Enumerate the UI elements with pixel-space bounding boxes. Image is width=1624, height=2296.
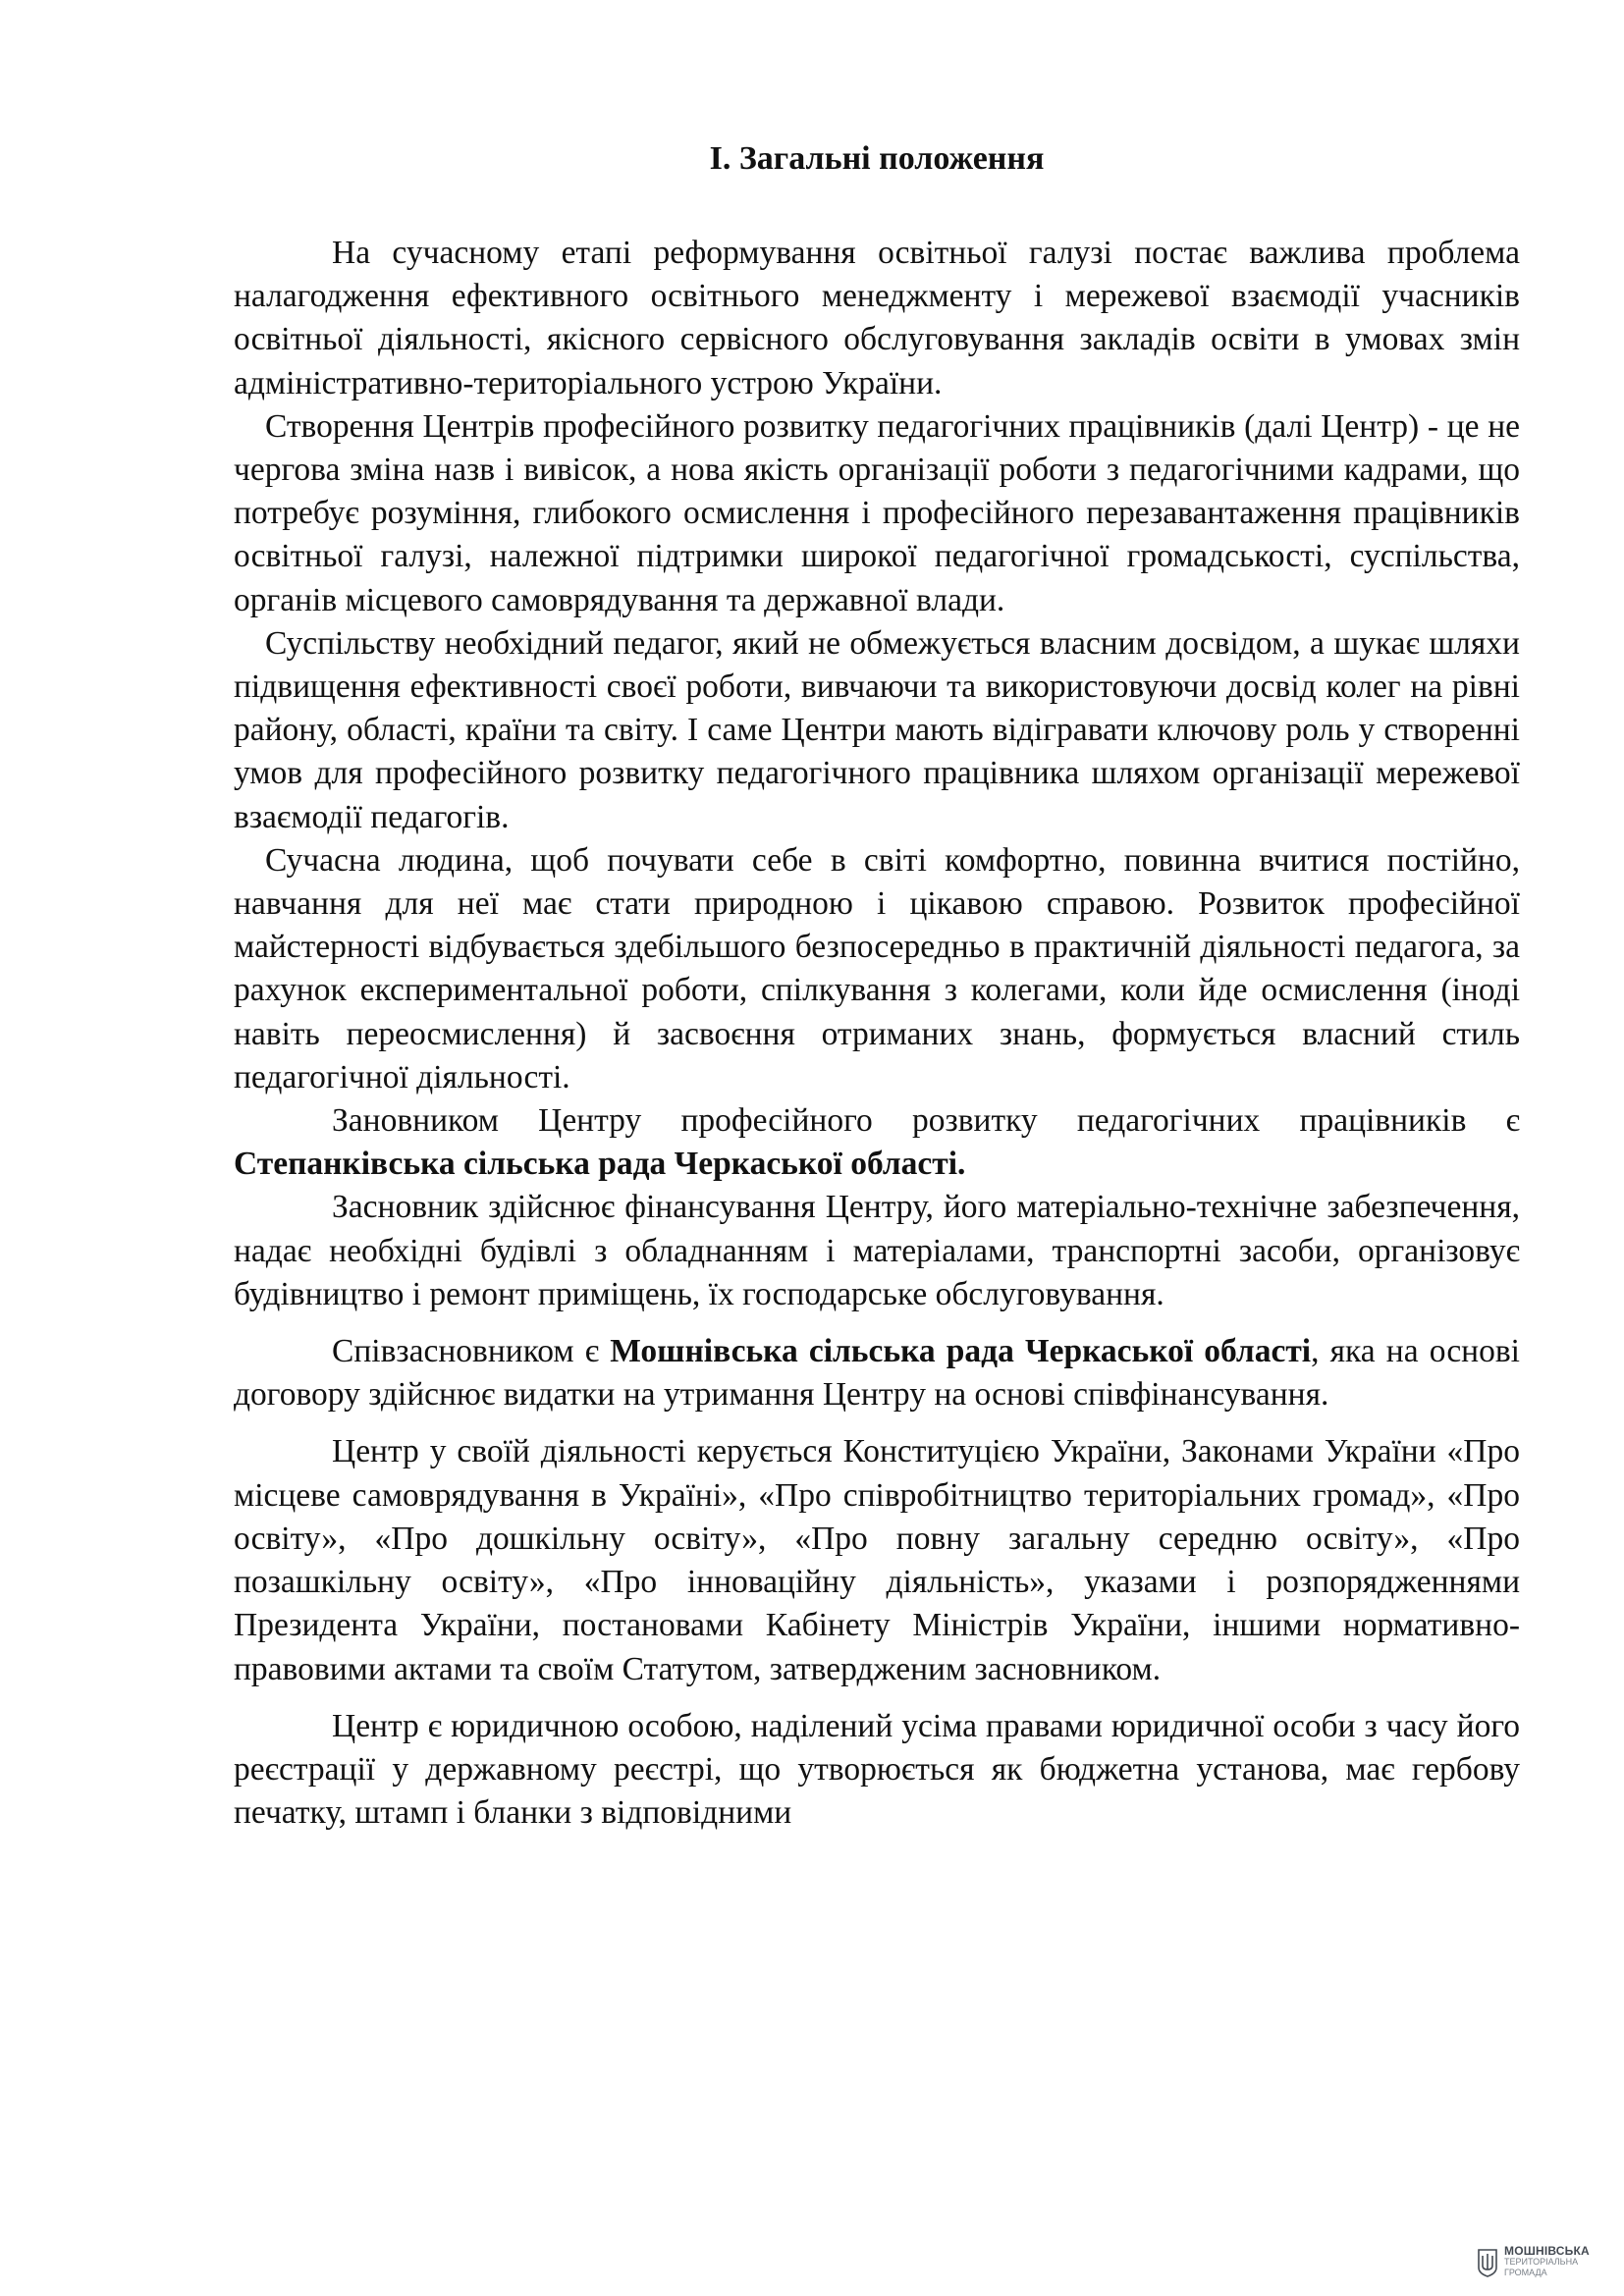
- paragraph: [234, 839, 1520, 1099]
- logo-line-3: ГРОМАДА: [1504, 2268, 1547, 2277]
- paragraph: [234, 1186, 1520, 1316]
- paragraph: [234, 232, 1520, 405]
- paragraph: [234, 1430, 1520, 1690]
- bold-text: Мошнівська сільська рада Черкаської області: [610, 1333, 1312, 1370]
- text-segment: Суспільству необхідний педагог, який не обмежується власним досвідом, а шукає шляхи підвищення ефективності своєї роботи, вивчаючи та використовуючи досвід колег на рівні району, області, країни та світу. І саме Центри мають відігравати ключову роль у створенні умов для професійного розвитку педагогічного працівника шляхом організації мережевої взаємодії педагогів.: [234, 624, 1520, 835]
- logo-line-2: ТЕРИТОРІАЛЬНА: [1504, 2257, 1579, 2267]
- text-segment: Співзасновником є: [332, 1333, 611, 1370]
- document-body: [234, 232, 1520, 1835]
- section-heading: I. Загальні положення: [709, 140, 1045, 177]
- paragraph: [234, 622, 1520, 839]
- text-segment: Створення Центрів професійного розвитку педагогічних працівників (далі Центр) - це не чергова зміна назв і вивісок, а нова якість організації роботи з педагогічними кадрами, що потребує розуміння, глибокого осмислення і професійного перезавантаження працівників освітньої галузі, належної підтримки широкої педагогічної громадськості, суспільства, органів місцевого самоврядування та державної влади.: [234, 407, 1520, 618]
- text-segment: На сучасному етапі реформування освітньої галузі постає важлива проблема налагодження ефективного освітнього менеджменту і мережевої взаємодії учасників освітньої діяльності, якісного сервісного обслуговування закладів освіти в умовах змін адміністративно-територіального устрою України.: [234, 235, 1520, 401]
- text-segment: Сучасна людина, щоб почувати себе в світі комфортно, повинна вчитися постійно, навчання для неї має стати природною і цікавою справою. Розвиток професійної майстерності відбувається здебільшого безпосередньо в практичній діяльності педагога, за рахунок експериментальної роботи, спілкування з колегами, коли йде осмислення (іноді навіть переосмислення) й засвоєння отриманих знань, формується власний стиль педагогічної діяльності.: [234, 841, 1520, 1095]
- paragraph: [234, 1099, 1520, 1186]
- trident-emblem-icon: [1477, 2248, 1498, 2277]
- text-segment: Зановником Центру професійного розвитку педагогічних працівників є: [332, 1102, 1520, 1140]
- logo-caption: [1504, 2246, 1590, 2278]
- text-segment: Центр у своїй діяльності керується Конституцією України, Законами України «Про місцеве самоврядування в Україні», «Про співробітництво територіальних громад», «Про освіту», «Про дошкільну освіту», «Про повну загальну середню освіту», «Про позашкільну освіту», «Про інноваційну діяльність», указами і розпорядженнями Президента України, постановами Кабінету Міністрів України, іншими нормативно-правовими актами та своїм Статутом, затвердженим засновником.: [234, 1433, 1520, 1687]
- bold-text: Степанківська сільська рада Черкаської області.: [234, 1146, 966, 1183]
- paragraph: [234, 1330, 1520, 1416]
- paragraph: [234, 1705, 1520, 1836]
- text-segment: , яка на основі договору здійснює видатки на утримання Центру на основі співфінансування.: [234, 1333, 1520, 1414]
- logo-line-1: МОШНІВСЬКА: [1504, 2244, 1590, 2258]
- text-segment: Засновник здійснює фінансування Центру, його матеріально-технічне забезпечення, надає необхідні будівлі з обладнанням і матеріалами, транспортні засоби, організовує будівництво і ремонт приміщень, їх господарське обслуговування.: [234, 1189, 1520, 1312]
- document-page: [234, 137, 1520, 1835]
- paragraph: [234, 405, 1520, 622]
- text-segment: Центр є юридичною особою, наділений усіма правами юридичної особи з часу його реєстрації у державному реєстрі, що утворюється як бюджетна установа, має гербову печатку, штамп і бланки з відповідними: [234, 1707, 1520, 1832]
- community-logo: [1477, 2246, 1590, 2278]
